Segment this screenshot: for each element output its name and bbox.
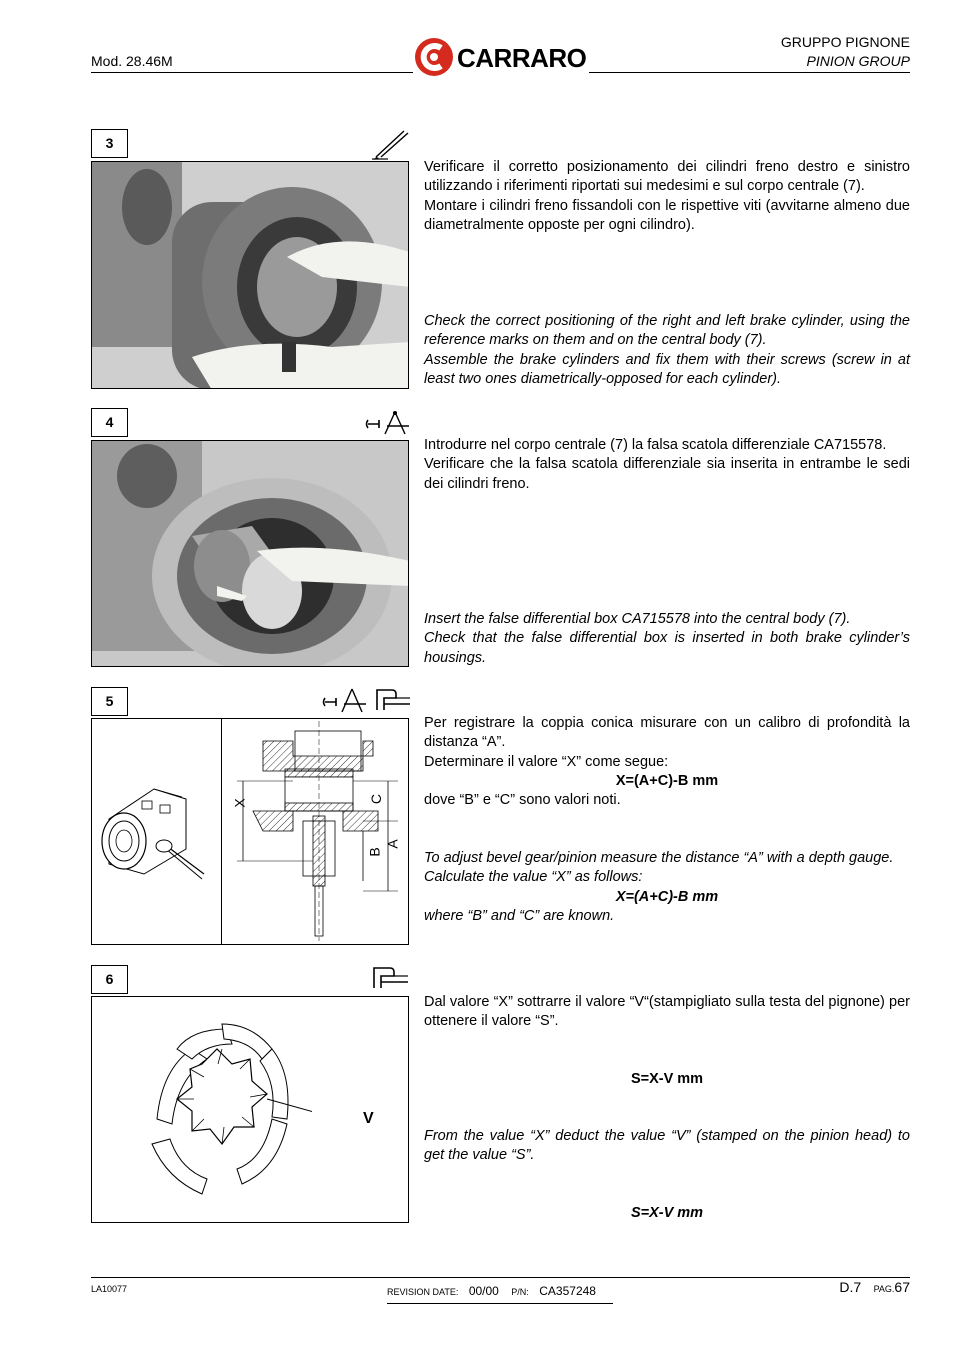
document-code: LA10077 bbox=[91, 1284, 128, 1294]
step4-text-it bbox=[424, 436, 910, 494]
section-title-it: GRUPPO PIGNONE bbox=[780, 34, 910, 50]
footer-rule bbox=[91, 1277, 910, 1278]
paragraph: To adjust bevel gear/pinion measure the distance “A” with a depth gauge. bbox=[424, 850, 894, 866]
pinion-head-panel bbox=[91, 996, 409, 1223]
paragraph: Per registrare la coppia conica misurare con un calibro di profondità la distanza “A”. bbox=[424, 715, 910, 751]
paragraph: Calculate the value “X” as follows: bbox=[424, 869, 643, 886]
step3-text-en bbox=[424, 312, 910, 389]
section-number: D.7 bbox=[839, 1279, 862, 1295]
step6-text-en bbox=[424, 1127, 910, 1223]
photo-false-differential-box bbox=[91, 440, 409, 667]
step5-text-en bbox=[424, 849, 910, 926]
paragraph: dove “B” e “C” sono valori noti. bbox=[424, 792, 621, 809]
diagram-label-v: V bbox=[363, 1110, 374, 1127]
pn-value: CA357248 bbox=[539, 1284, 596, 1298]
carraro-logo bbox=[413, 36, 589, 78]
brand-name: CARRARO bbox=[457, 43, 587, 73]
depth-gauge-icon bbox=[322, 684, 414, 716]
housing-sketch bbox=[94, 779, 219, 889]
formula: X=(A+C)-B mm bbox=[615, 888, 719, 905]
header-rule-right bbox=[589, 72, 910, 73]
carraro-logo-mark-icon bbox=[413, 36, 455, 78]
photo-brake-cylinders bbox=[91, 161, 409, 389]
page-number bbox=[839, 1279, 910, 1297]
photo-false-differential-box-image bbox=[92, 441, 409, 667]
formula: S=X-V mm bbox=[630, 1204, 704, 1221]
step3-text-it bbox=[424, 158, 910, 235]
caliper-icon bbox=[368, 962, 412, 994]
paragraph: Check the correct positioning of the right and left brake cylinder, using the reference marks on them and on the central body (7). bbox=[424, 313, 910, 349]
section-title bbox=[781, 33, 910, 71]
paragraph: Determinare il valore “X” come segue: bbox=[424, 753, 669, 770]
step-number: 4 bbox=[91, 408, 128, 437]
paragraph: Verificare il corretto posizionamento dei cilindri freno destro e sinistro utilizzando i riferimenti riportati sui medesimi e sul corpo centrale (7). bbox=[424, 159, 910, 195]
pn-label: P/N: bbox=[511, 1287, 529, 1297]
paragraph: Montare i cilindri freno fissandoli con le rispettive viti (avvitarne almeno due diametralmente opposte per ogni cilindro). bbox=[424, 197, 910, 233]
formula: X=(A+C)-B mm bbox=[615, 772, 719, 789]
pinion-head-diagram bbox=[132, 1009, 312, 1209]
cross-section-diagram bbox=[223, 721, 408, 943]
paragraph: Verificare che la falsa scatola differenziale sia inserita in entrambe le sedi dei cilindri freno. bbox=[424, 456, 910, 492]
step4-text-en bbox=[424, 610, 910, 668]
photo-brake-cylinders-image bbox=[92, 162, 409, 389]
wrench-compass-icon bbox=[365, 410, 411, 436]
formula: S=X-V mm bbox=[630, 1070, 704, 1087]
page-label: PAG. bbox=[873, 1284, 895, 1294]
revision-label: REVISION DATE: bbox=[387, 1287, 459, 1297]
dimension-label-a: A bbox=[384, 839, 401, 849]
step6-text-it bbox=[424, 993, 910, 1089]
step-number: 3 bbox=[91, 129, 128, 158]
paragraph: Check that the false differential box is inserted in both brake cylinder’s housings. bbox=[424, 630, 910, 666]
paragraph: Assemble the brake cylinders and fix them with their screws (screw in at least two ones diametrically-opposed for each cylinder). bbox=[424, 351, 910, 387]
dimension-label-x: X bbox=[231, 798, 248, 808]
diagram-panel bbox=[91, 718, 409, 945]
paragraph: From the value “X” deduct the value “V” (stamped on the pinion head) to get the value “S”. bbox=[424, 1128, 910, 1164]
model-label: Mod. 28.46M bbox=[91, 53, 173, 69]
paragraph: Dal valore “X” sottrarre il valore “V“(stampigliato sulla testa del pignone) per ottenere il valore “S”. bbox=[424, 994, 910, 1030]
revision-info bbox=[387, 1282, 596, 1300]
section-title-en: PINION GROUP bbox=[806, 53, 910, 69]
paragraph: Introdurre nel corpo centrale (7) la falsa scatola differenziale CA715578. bbox=[424, 437, 887, 453]
diagram-divider bbox=[221, 719, 222, 944]
dimension-label-c: C bbox=[368, 793, 385, 805]
revision-value: 00/00 bbox=[468, 1284, 499, 1298]
step5-text-it bbox=[424, 714, 910, 810]
pen-icon bbox=[368, 127, 412, 161]
page-value: 67 bbox=[894, 1279, 910, 1295]
paragraph: where “B” and “C” are known. bbox=[424, 907, 615, 924]
dimension-label-b: B bbox=[366, 847, 383, 857]
revision-underline bbox=[387, 1303, 613, 1304]
step-number: 5 bbox=[91, 687, 128, 716]
paragraph: Insert the false differential box CA715578 into the central body (7). bbox=[424, 611, 851, 627]
header-rule-left bbox=[91, 72, 413, 73]
step-number: 6 bbox=[91, 965, 128, 994]
